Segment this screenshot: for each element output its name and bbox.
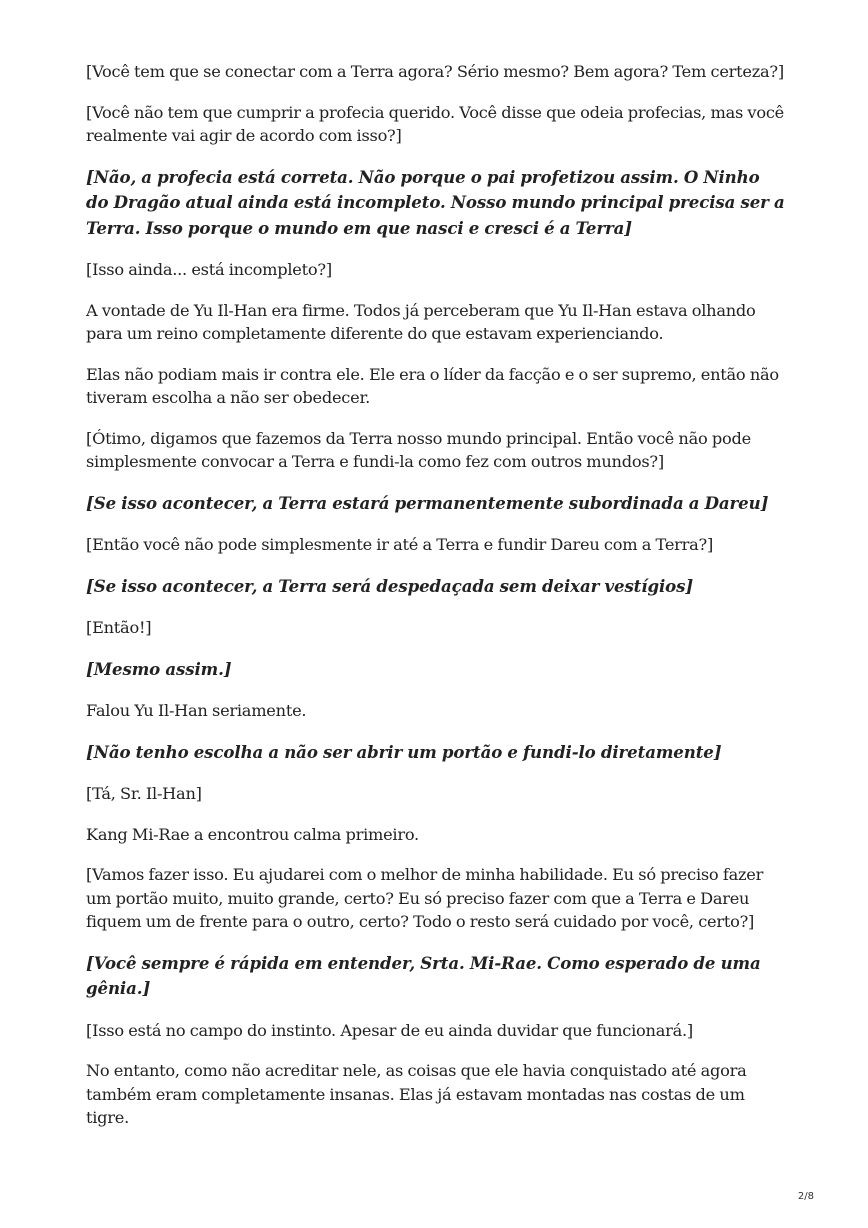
page-number: 2/8 [797,1191,814,1202]
emphasized-paragraph: [Se isso acontecer, a Terra será despedaçada sem deixar vestígios] [86,575,694,596]
paragraph: [Isso está no campo do instinto. Apesar de eu ainda duvidar que funcionará.] [86,1020,693,1040]
paragraph: A vontade de Yu Il-Han era firme. Todos já perceberam que Yu Il-Han estava olhando para um reino completamente diferente do que estavam experienciando. [86,300,756,343]
emphasized-paragraph: [Mesmo assim.] [86,658,232,679]
paragraph: [Vamos fazer isso. Eu ajudarei com o melhor de minha habilidade. Eu só preciso fazer um portão muito, muito grande, certo? Eu só preciso fazer com que a Terra e Dareu fiquem um de frente para o outro, certo? Todo o resto será cuidado por você, certo?] [86,865,764,931]
paragraph: Kang Mi-Rae a encontrou calma primeiro. [86,824,419,844]
paragraph: Falou Yu Il-Han seriamente. [86,701,307,720]
emphasized-paragraph: [Você sempre é rápida em entender, Srta. Mi-Rae. Como esperado de uma gênia.] [86,952,761,998]
document-body [86,60,786,1147]
paragraph: [Tá, Sr. Il-Han] [86,784,202,803]
paragraph: [Então!] [86,618,152,637]
paragraph: [Isso ainda... está incompleto?] [86,260,332,279]
emphasized-paragraph: [Se isso acontecer, a Terra estará permanentemente subordinada a Dareu] [86,492,769,513]
paragraph: [Ótimo, digamos que fazemos da Terra nosso mundo principal. Então você não pode simplesmente convocar a Terra e fundi-la como fez com outros mundos?] [86,428,751,471]
paragraph: [Então você não pode simplesmente ir até a Terra e fundir Dareu com a Terra?] [86,535,714,554]
paragraph: Elas não podiam mais ir contra ele. Ele era o líder da facção e o ser supremo, então não tiveram escolha a não ser obedecer. [86,364,779,407]
paragraph: No entanto, como não acreditar nele, as coisas que ele havia conquistado até agora também eram completamente insanas. Elas já estavam montadas nas costas de um tigre. [86,1061,747,1127]
emphasized-paragraph: [Não tenho escolha a não ser abrir um portão e fundi-lo diretamente] [86,741,722,762]
emphasized-paragraph: [Não, a profecia está correta. Não porque o pai profetizou assim. O Ninho do Dragão atual ainda está incompleto. Nosso mundo principal precisa ser a Terra. Isso porque o mundo em que nasci e cresci é a Terra] [86,166,785,238]
paragraph: [Você tem que se conectar com a Terra agora? Sério mesmo? Bem agora? Tem certeza?] [86,62,784,81]
paragraph: [Você não tem que cumprir a profecia querido. Você disse que odeia profecias, mas você realmente vai agir de acordo com isso?] [86,102,784,145]
